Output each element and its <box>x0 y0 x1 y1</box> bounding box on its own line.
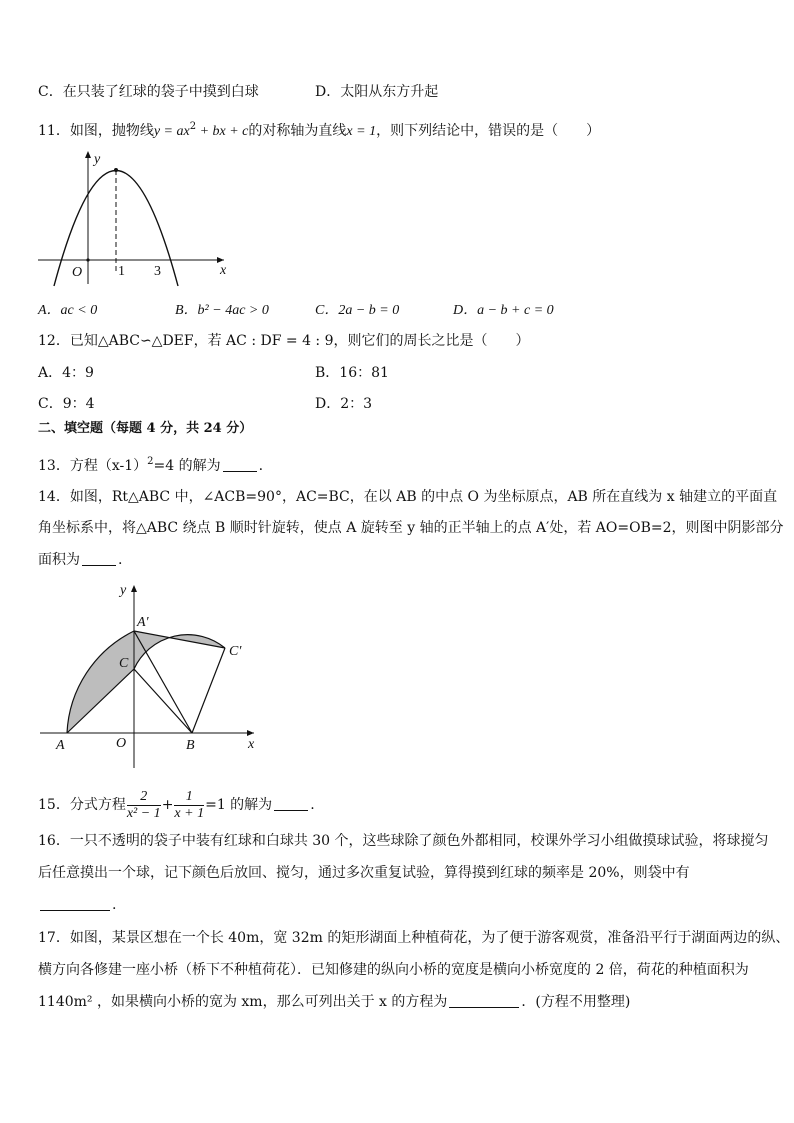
fig-label-o: O <box>116 736 127 751</box>
q11-option-d: D．a − b + c = 0 <box>453 303 554 318</box>
q15-fraction-2: $\frac{1}{x + 1}$ <box>174 788 205 821</box>
q10-option-c: C．在只装了红球的袋子中摸到白球 <box>38 84 259 100</box>
q17-answer-blank[interactable] <box>449 993 519 1008</box>
segment-cb <box>134 669 192 733</box>
fig-label-c: C <box>119 656 129 671</box>
fig-label-a-prime: A′ <box>137 615 149 630</box>
vertex-point <box>114 168 118 172</box>
fig-x-label: x <box>220 263 227 278</box>
q17-line-1: 17．如图，某景区想在一个长 40m，宽 32m 的矩形湖面上种植荷花，为了便于游客观赏，准备沿平行于湖面两边的纵、 <box>38 930 790 946</box>
fig-y-label: y <box>94 152 101 167</box>
q13-answer-blank[interactable] <box>223 457 257 472</box>
fig-tick-1: 1 <box>118 264 125 279</box>
fig-label-a: A <box>56 738 65 753</box>
q11-suffix: ，则下列结论中，错误的是（ ） <box>376 123 601 139</box>
q12-option-d: D．2：3 <box>315 396 373 412</box>
section-heading: 二、填空题（每题 4 分，共 24 分） <box>38 421 253 436</box>
q17-line-2: 横方向各修建一座小桥（桥下不种植荷花）．已知修建的纵向小桥的宽度是横向小桥宽度的 2 倍，荷花的种植面积为 <box>38 962 749 978</box>
segment-c-prime-b <box>192 648 225 733</box>
segment-a-prime-b <box>134 631 192 733</box>
q12-option-a: A．4：9 <box>38 365 94 381</box>
fig-x-label: x <box>248 737 255 752</box>
q11-option-a: A．ac < 0 <box>38 303 98 318</box>
q12-stem: 12．已知△ABC∽△DEF，若 AC : DF = 4 : 9，则它们的周长之比是（ ） <box>38 333 530 349</box>
q11-stem: 11．如图，抛物线$y = ax^2$ + bx + c的对称轴为直线x = 1，则下列结论中，错误的是（ ） <box>38 121 601 139</box>
q11-option-b: B．b² − 4ac > 0 <box>175 303 269 318</box>
q11-option-c: C．2a − b = 0 <box>315 303 400 318</box>
q14-line-2: 角坐标系中，将△ABC 绕点 B 顺时针旋转，使点 A 旋转至 y 轴的正半轴上的点 A′处，若 AO=OB=2，则图中阴影部分 <box>38 520 784 536</box>
q16-line-1: 16．一只不透明的袋子中装有红球和白球共 30 个，这些球除了颜色外都相同，校课外学习小组做摸球试验，将球搅匀 <box>38 833 769 849</box>
q14-answer-blank[interactable] <box>82 551 116 566</box>
fig-origin-label: O <box>72 265 83 280</box>
q11-prefix: 11．如图，抛物线 <box>38 123 154 139</box>
q11-eq: y = ax <box>153 124 190 139</box>
q14-rotation-figure <box>36 578 266 778</box>
y-axis-arrow-icon <box>85 151 91 158</box>
q14-line-1: 14．如图，Rt△ABC 中，∠ACB=90°，AC=BC，在以 AB 的中点 O 为坐标原点，AB 所在直线为 x 轴建立的平面直 <box>38 489 778 505</box>
q11-parabola-figure <box>36 148 236 288</box>
q12-option-c: C．9：4 <box>38 396 95 412</box>
q16-line-3: . <box>38 895 116 915</box>
q11-mid: 的对称轴为直线 <box>248 123 347 139</box>
q10-option-d: D．太阳从东方升起 <box>315 84 439 100</box>
origin-point <box>86 258 89 261</box>
q14-line-3: 面积为 . <box>38 552 123 568</box>
fig-label-c-prime: C′ <box>229 644 242 659</box>
q16-answer-blank[interactable] <box>40 896 110 911</box>
q15-stem: 15．分式方程 $\frac{2}{\text{x² − 1}}$ + $\frac{1}{x + 1}$ =1 的解为 . <box>38 788 315 821</box>
q16-line-2: 后任意摸出一个球，记下颜色后放回、搅匀，通过多次重复试验，算得摸到红球的频率是 20%，则袋中有 <box>38 865 690 881</box>
q15-answer-blank[interactable] <box>274 796 308 811</box>
x-axis-arrow-icon <box>247 730 254 736</box>
fig-tick-3: 3 <box>154 264 161 279</box>
fig-label-b: B <box>186 738 195 753</box>
q17-line-3: 1140m² ，如果横向小桥的宽为 xm，那么可列出关于 x 的方程为 ．(方程不用整理) <box>38 994 631 1010</box>
q15-fraction-1: $\frac{2}{\text{x² − 1}}$ <box>126 788 161 821</box>
q12-option-b: B．16：81 <box>315 365 389 381</box>
q11-eq-tail: + bx + c <box>196 124 249 139</box>
q11-axis: x = 1 <box>346 124 377 139</box>
y-axis-arrow-icon <box>131 585 137 592</box>
q13-stem: 13．方程$(x-1)^2=4$ 的解为 . <box>38 456 264 474</box>
fig-y-label: y <box>120 583 127 598</box>
